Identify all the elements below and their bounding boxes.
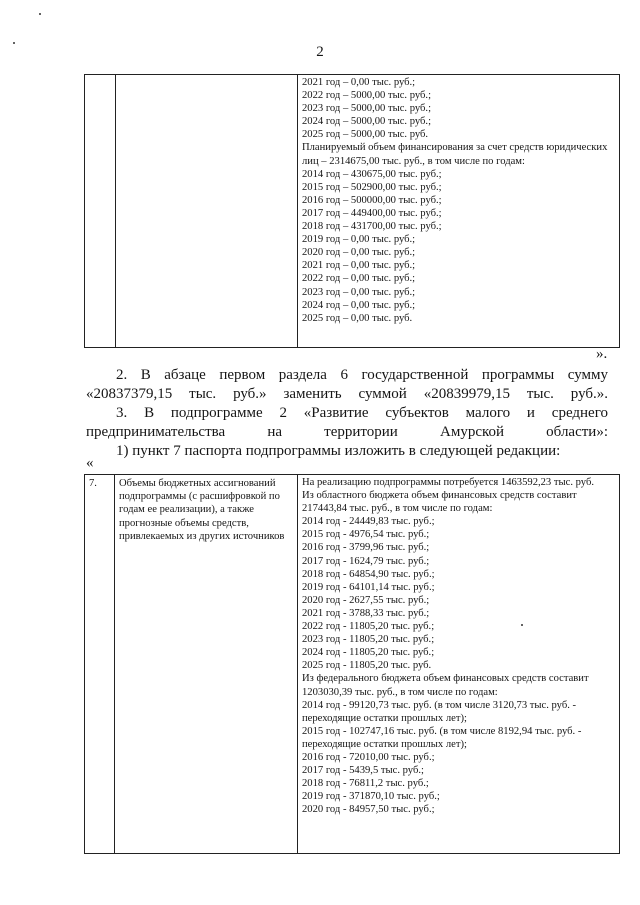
line: 2025 год – 5000,00 тыс. руб. — [302, 129, 429, 141]
line: 2024 год – 5000,00 тыс. руб.; — [302, 116, 432, 128]
scan-speck — [39, 13, 41, 15]
row-number: 7. — [89, 478, 97, 489]
row-label-cell — [115, 475, 298, 854]
line: 2021 год - 3788,33 тыс. руб.; — [302, 607, 430, 619]
line: 2017 год - 1624,79 тыс. руб.; — [302, 555, 430, 567]
line: 2018 год – 431700,00 тыс. руб.; — [302, 221, 442, 233]
line: 2019 год - 64101,14 тыс. руб.; — [302, 581, 435, 593]
line: 2019 год - 371870,10 тыс. руб.; — [302, 791, 440, 803]
subprogram-passport-table — [84, 474, 620, 854]
line: 2017 год – 449400,00 тыс. руб.; — [302, 207, 442, 219]
line: 2024 год - 11805,20 тыс. руб.; — [302, 647, 435, 659]
row-content-cell — [298, 75, 620, 348]
financing-lines — [298, 475, 619, 816]
line: 2015 год - 4976,54 тыс. руб.; — [302, 529, 430, 541]
line: 2020 год - 2627,55 тыс. руб.; — [302, 594, 430, 606]
row-number-cell — [85, 475, 115, 854]
line: 2018 год - 76811,2 тыс. руб.; — [302, 778, 429, 790]
row-label-cell — [116, 75, 298, 348]
line: 2022 год – 5000,00 тыс. руб.; — [302, 90, 432, 102]
line: 2014 год - 99120,73 тыс. руб. (в том числе 3120,73 тыс. руб. - переходящие остатки прошлых лет); — [302, 699, 577, 724]
line: 2021 год – 0,00 тыс. руб.; — [302, 77, 416, 88]
closing-quote: ». — [596, 346, 608, 362]
line: 2020 год – 0,00 тыс. руб.; — [302, 247, 416, 259]
line: На реализацию подпрограммы потребуется 1463592,23 тыс. руб. — [302, 477, 594, 488]
row-content-cell — [298, 475, 620, 854]
line: 2014 год - 24449,83 тыс. руб.; — [302, 516, 435, 528]
line: 2017 год - 5439,5 тыс. руб.; — [302, 765, 424, 777]
paragraph-subprogram-2: 3. В подпрограмме 2 «Развитие субъектов малого и среднего предпринимательства на территории Амурской области»: — [86, 405, 608, 440]
line: Планируемый объем финансирования за счет средств юридических лиц – 2314675,00 тыс. руб., в том числе по годам: — [302, 142, 608, 167]
line: Из областного бюджета объем финансовых средств составит 217443,84 тыс. руб., в том числе по годам: — [302, 490, 577, 515]
row-number-cell — [85, 75, 116, 348]
line: 2015 год - 102747,16 тыс. руб. (в том числе 8192,94 тыс. руб. - переходящие остатки прошлых лет); — [302, 725, 582, 750]
line: 2016 год - 3799,96 тыс. руб.; — [302, 542, 430, 554]
line: 2023 год – 5000,00 тыс. руб.; — [302, 103, 432, 115]
paragraph-section-6-amendment: 2. В абзаце первом раздела 6 государственной программы сумму «20837379,15 тыс. руб.» заменить суммой «20839979,15 тыс. руб.». — [86, 367, 608, 402]
line: 2019 год – 0,00 тыс. руб.; — [302, 234, 416, 246]
line: 2023 год - 11805,20 тыс. руб.; — [302, 634, 435, 646]
line: 2018 год - 64854,90 тыс. руб.; — [302, 568, 435, 580]
line: 2016 год – 500000,00 тыс. руб.; — [302, 194, 442, 206]
line: Из федерального бюджета объем финансовых средств составит 1203030,39 тыс. руб., в том числе по годам: — [302, 673, 589, 698]
opening-quote: « — [86, 455, 94, 471]
paragraph-item-7-instruction: 1) пункт 7 паспорта подпрограммы изложить в следующей редакции: — [116, 443, 561, 459]
page-number: 2 — [316, 44, 324, 60]
financing-table-continued — [84, 74, 620, 348]
line: 2025 год - 11805,20 тыс. руб. — [302, 660, 432, 672]
line: 2016 год - 72010,00 тыс. руб.; — [302, 751, 435, 763]
line: 2023 год – 0,00 тыс. руб.; — [302, 286, 416, 298]
line: 2022 год – 0,00 тыс. руб.; — [302, 273, 416, 285]
line: 2022 год - 11805,20 тыс. руб.; — [302, 621, 435, 633]
line: 2024 год – 0,00 тыс. руб.; — [302, 299, 416, 311]
line: 2014 год – 430675,00 тыс. руб.; — [302, 168, 442, 180]
financing-lines — [298, 75, 619, 325]
row-label: Объемы бюджетных ассигнований подпрограммы (с расшифровкой по годам ее реализации), а также прогнозные объемы средств, привлекаемых из других источников — [119, 478, 285, 542]
line: 2025 год – 0,00 тыс. руб. — [302, 312, 413, 324]
line: 2015 год – 502900,00 тыс. руб.; — [302, 181, 442, 193]
line: 2020 год - 84957,50 тыс. руб.; — [302, 804, 435, 816]
line: 2021 год – 0,00 тыс. руб.; — [302, 260, 416, 272]
